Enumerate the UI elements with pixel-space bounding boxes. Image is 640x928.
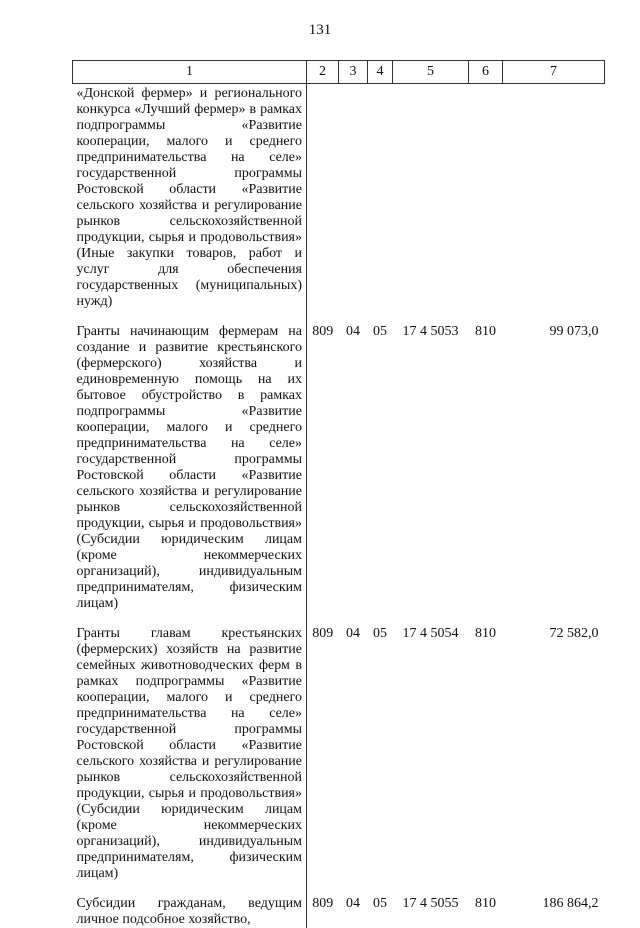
cell-expense-type: 810	[475, 626, 496, 641]
table-row	[73, 896, 605, 928]
table-header-row	[73, 61, 605, 84]
cell-subsection: 05	[373, 896, 387, 911]
column-header-2: 2	[307, 61, 339, 84]
budget-table	[72, 60, 605, 928]
row-spacer-desc	[73, 882, 307, 896]
cell-subsection: 05	[373, 324, 387, 339]
cell-section: 04	[346, 896, 360, 911]
column-header-5: 5	[393, 61, 469, 84]
row-description: Гранты главам крестьянских (фермерских) хозяйств на развитие семейных животноводческих ферм в рамках подпрограммы «Развитие кооперации, малого и среднего предпринимательства на селе» государственной программы Ростовской области «Развитие сельского хозяйства и регулирование рынков сельскохозяйственной продукции, сырья и продовольствия» (Субсидии юридическим лицам (кроме некоммерческих организаций), индивидуальным предпринимателям, физическим лицам)	[73, 626, 307, 882]
cell-ministry-code	[307, 84, 339, 311]
column-header-1: 1	[73, 61, 307, 84]
row-description: Субсидии гражданам, ведущим личное подсобное хозяйство,	[73, 896, 307, 928]
row-description: «Донской фермер» и регионального конкурса «Лучший фермер» в рамках подпрограммы «Развитие кооперации, малого и среднего предпринимательства на селе» государственной программы Ростовской области «Развитие сельского хозяйства и регулирование рынков сельскохозяйственной продукции, сырья и продовольствия» (Иные закупки товаров, работ и услуг для обеспечения государственных (муниципальных) нужд)	[73, 84, 307, 311]
table-row	[73, 324, 605, 612]
cell-section: 04	[346, 324, 360, 339]
cell-amount: 186 864,2	[542, 896, 599, 911]
cell-expense-type: 810	[475, 324, 496, 339]
cell-ministry-code: 809	[312, 626, 334, 641]
table-row	[73, 84, 605, 311]
row-spacer	[73, 882, 605, 896]
row-spacer-desc	[73, 612, 307, 626]
cell-target-article: 17 4 5054	[402, 626, 459, 641]
cell-expense-type	[469, 84, 503, 311]
page-number: 131	[308, 22, 332, 38]
cell-subsection: 05	[373, 626, 387, 641]
row-spacer	[73, 310, 605, 324]
row-description: Гранты начинающим фермерам на создание и развитие крестьянского (фермерского) хозяйства и единовременную помощь на их бытовое обустройство в рамках подпрограммы «Развитие кооперации, малого и среднего предпринимательства на селе» государственной программы Ростовской области «Развитие сельского хозяйства и регулирование рынков сельскохозяйственной продукции, сырья и продовольствия» (Субсидии юридическим лицам (кроме некоммерческих организаций), индивидуальным предпринимателям, физическим лицам)	[73, 324, 307, 612]
cell-ministry-code: 809	[312, 896, 334, 911]
cell-section	[339, 84, 368, 311]
row-spacer	[73, 612, 605, 626]
cell-target-article: 17 4 5053	[402, 324, 459, 339]
row-spacer-values	[307, 882, 605, 896]
column-header-6: 6	[469, 61, 503, 84]
column-header-3: 3	[339, 61, 368, 84]
table-row	[73, 626, 605, 882]
cell-amount	[503, 84, 605, 311]
cell-target-article: 17 4 5055	[402, 896, 459, 911]
cell-ministry-code: 809	[312, 324, 334, 339]
column-header-4: 4	[368, 61, 393, 84]
row-spacer-values	[307, 310, 605, 324]
row-spacer-desc	[73, 310, 307, 324]
cell-amount: 99 073,0	[549, 324, 599, 339]
row-spacer-values	[307, 612, 605, 626]
cell-subsection	[368, 84, 393, 311]
cell-expense-type: 810	[475, 896, 496, 911]
column-header-7: 7	[503, 61, 605, 84]
cell-amount: 72 582,0	[549, 626, 599, 641]
cell-target-article	[393, 84, 469, 311]
cell-section: 04	[346, 626, 360, 641]
